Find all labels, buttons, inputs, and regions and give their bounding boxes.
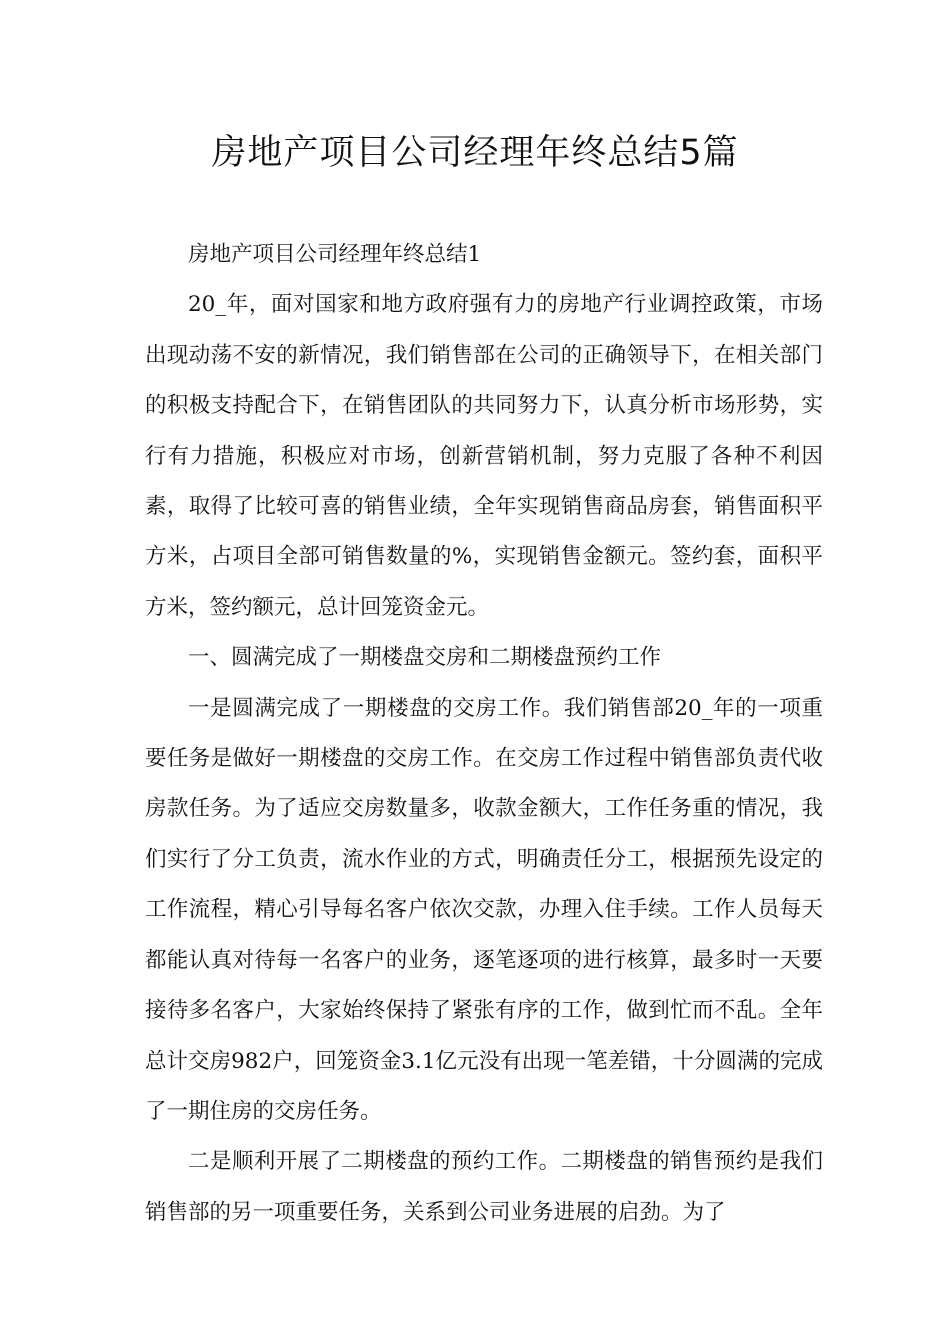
paragraph-handover: 一是圆满完成了一期楼盘的交房工作。我们销售部20_年的一项重要任务是做好一期楼盘的交房工作。在交房工作过程中销售部负责代收房款任务。为了适应交房数量多，收款金额大，工作任务重的情况，我们实行了分工负责，流水作业的方式，明确责任分工，根据预先设定的工作流程，精心引导每名客户依次交款，办理入住手续。工作人员每天都能认真对待每一名客户的业务，逐笔逐项的进行核算，最多时一天要接待多名客户，大家始终保持了紧张有序的工作，做到忙而不乱。全年总计交房982户，回笼资金3.1亿元没有出现一笔差错，十分圆满的完成了一期住房的交房任务。 [145, 695, 823, 1124]
paragraph-intro: 20_年，面对国家和地方政府强有力的房地产行业调控政策，市场出现动荡不安的新情况，我们销售部在公司的正确领导下，在相关部门的积极支持配合下，在销售团队的共同努力下，认真分析市场形势，实行有力措施，积极应对市场，创新营销机制，努力克服了各种不利因素，取得了比较可喜的销售业绩，全年实现销售商品房套，销售面积平方米，占项目全部可销售数量的%，实现销售金额元。签约套，面积平方米，签约额元，总计回笼资金元。 [145, 292, 823, 620]
document-body [145, 230, 823, 1238]
paragraph-reservation: 二是顺利开展了二期楼盘的预约工作。二期楼盘的销售预约是我们销售部的另一项重要任务，关系到公司业务进展的启劲。为了 [145, 1149, 823, 1225]
document-title: 房地产项目公司经理年终总结5篇 [211, 133, 739, 173]
section-heading-part-one: 一、圆满完成了一期楼盘交房和二期楼盘预约工作 [188, 645, 662, 671]
section-heading-summary-1: 房地产项目公司经理年终总结1 [188, 242, 482, 267]
